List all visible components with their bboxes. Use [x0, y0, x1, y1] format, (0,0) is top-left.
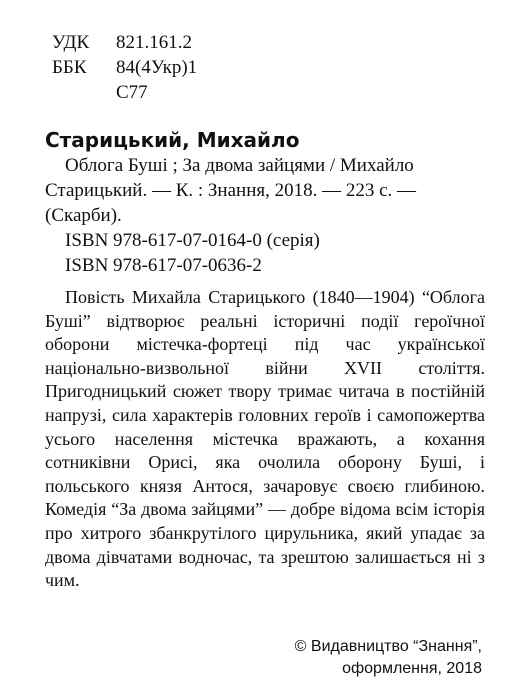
author-sign-row — [52, 80, 197, 105]
udk-value: 821.161.2 — [116, 32, 192, 53]
bbk-label: ББК — [52, 57, 87, 78]
bbk-value: 84(4Укр)1 — [116, 57, 198, 78]
copyright-line-1: © Видавництво “Знання”, — [294, 638, 482, 655]
isbn-book: ISBN 978-617-07-0636-2 — [65, 255, 262, 276]
copyright-notice — [295, 636, 482, 680]
classification-block — [52, 30, 197, 105]
udk-label: УДК — [52, 32, 90, 53]
isbn-series: ISBN 978-617-07-0164-0 (серія) — [65, 230, 320, 251]
annotation-text: Повість Михайла Старицького (1840—1904) “Облога Буші” відтворює реальні історичні події героїчної оборони містечка-фортеці під час української національно-визвольної війни XVII століття. Пригодницький сюжет твору тримає читача в постійній напрузі, сила характерів головних героїв і самопожертва усього населення містечка вражають, а кохання сотниківни Орисі, яка очолила оборону Буші, і польського князя Антося, зачаровує своєю глибиною. Комедія “За двома зайцями” — добре відома всім історія про хитрого збанкрутілого цирульника, який упадає за двома дівчатами водночас, та зрештою залишається ні з чим. — [45, 287, 485, 591]
udk-row — [52, 30, 197, 55]
author-heading: Старицький, Михайло — [45, 128, 300, 152]
author-sign: С77 — [116, 82, 148, 103]
copyright-line-2: оформлення, 2018 — [342, 660, 482, 677]
catalog-entry — [45, 128, 485, 278]
bbk-row — [52, 55, 197, 80]
bibliographic-description: Облога Буші ; За двома зайцями / Михайло Старицький. — К. : Знання, 2018. — 223 с. — (Скарби). — [45, 155, 417, 226]
